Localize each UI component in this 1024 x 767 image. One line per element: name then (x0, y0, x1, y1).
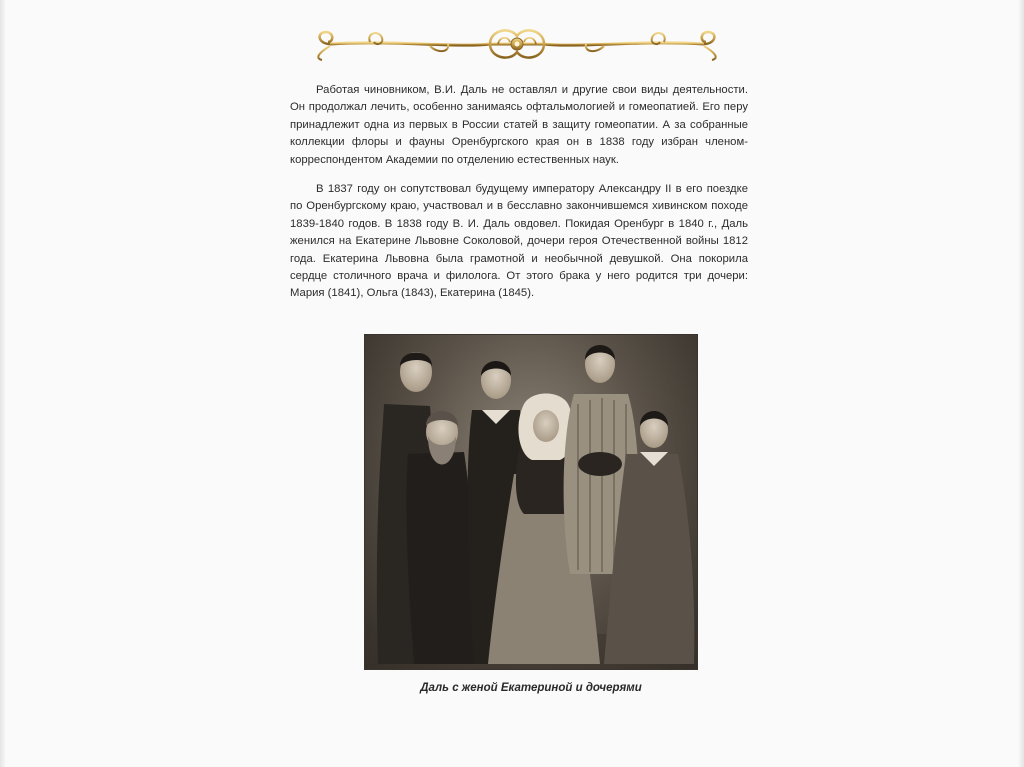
article-text (290, 82, 748, 315)
photo-caption: Даль с женой Екатериной и дочерями (420, 682, 642, 694)
family-photo (364, 334, 698, 670)
paragraph-2: В 1837 году он сопутствовал будущему императору Александру II в его поездке по Оренбургскому краю, участвовал и в бесславно закончившемся хивинском походе 1839-1840 годов. В 1838 году В. И. Даль овдовел. Покидая Оренбург в 1840 г., Даль женился на Екатерине Львовне Соколовой, дочери героя Отечественной войны 1812 года. Екатерина Львовна была грамотной и необычной девушкой. Она покорила сердце столичного врача и филолога. От этого брака у него родится три дочери: Мария (1841), Ольга (1843), Екатерина (1845). (290, 183, 748, 300)
baroque-scroll-divider-icon (310, 22, 724, 66)
paragraph-1: Работая чиновником, В.И. Даль не оставлял и другие свои виды деятельности. Он продолжал лечить, особенно занимаясь офтальмологией и гомеопатией. Его перу принадлежит одна из первых в России статей в защиту гомеопатии. А за собранные коллекции флоры и фауны Оренбургского края он в 1838 году избран членом-корреспондентом Академии по отделению естественных наук. (290, 84, 748, 166)
